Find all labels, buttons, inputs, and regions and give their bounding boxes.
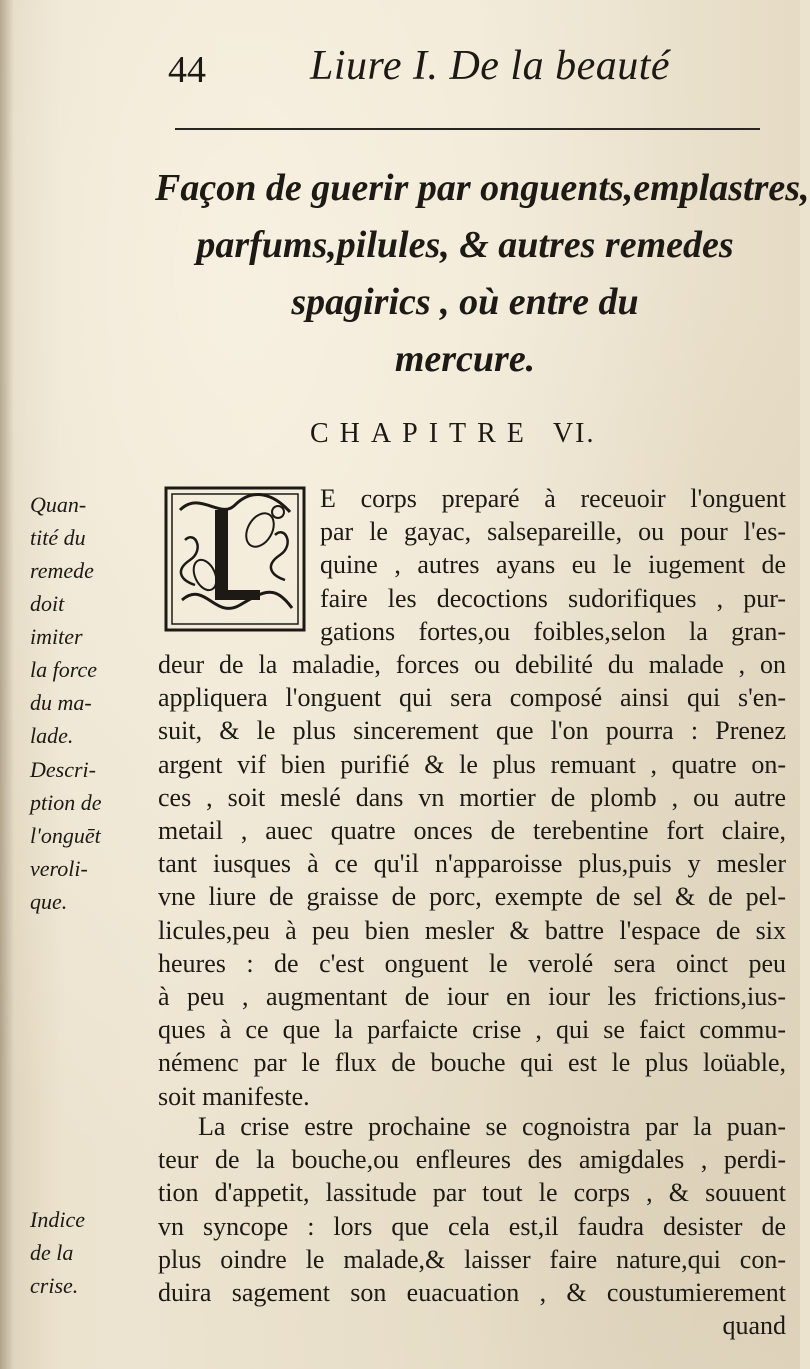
- text-line: ces , soit meslé dans vn mortier de plomb , ou autre: [158, 782, 786, 812]
- margin-note-description: [30, 753, 150, 918]
- running-head: [160, 38, 760, 98]
- body-paragraph-1: [158, 482, 786, 1113]
- margin-note-line: doit: [30, 591, 65, 616]
- page-gutter-shadow: [0, 0, 14, 1369]
- margin-note-line: Quan-: [30, 492, 87, 517]
- text-line: appliquera l'onguent qui sera composé ainsi qui s'en-: [158, 683, 786, 713]
- chapter-title: [155, 160, 810, 388]
- margin-note-line: lade.: [30, 723, 74, 748]
- text-line: suit, & le plus sincerement que l'on pourra : Prenez: [158, 716, 786, 746]
- text-line: metail , auec quatre onces de terebentine fort claire,: [158, 816, 786, 846]
- chapter-title-line: mercure.: [394, 338, 536, 380]
- text-line: quine , autres ayans eu le iugement de: [320, 550, 786, 580]
- margin-note-line: tité du: [30, 525, 86, 550]
- chapter-title-line: parfums,pilules, & autres remedes: [196, 224, 734, 266]
- text-line: par le gayac, salsepareille, ou pour l'es-: [320, 517, 786, 547]
- text-line: à peu , augmentant de iour en iour les frictions,ius-: [158, 982, 786, 1012]
- margin-note-line: Descri-: [30, 757, 96, 782]
- text-line: La crise estre prochaine se cognoistra par la puan-: [198, 1112, 786, 1141]
- text-line: E corps preparé à receuoir l'onguent: [320, 484, 786, 513]
- body-paragraph-2: [158, 1110, 786, 1342]
- text-line: némenc par le flux de bouche qui est le plus loüable,: [158, 1048, 786, 1078]
- text-line: tant iusques à ce qu'il n'apparoisse plus,puis y mesler: [158, 849, 786, 879]
- margin-note-line: imiter: [30, 624, 83, 649]
- margin-note-line: ption de: [30, 790, 102, 815]
- chapter-heading: [310, 418, 595, 450]
- margin-note-line: crise.: [30, 1273, 79, 1298]
- margin-note-line: du ma-: [30, 690, 92, 715]
- drop-cap-letter: L: [160, 465, 171, 484]
- text-line: plus oindre le malade,& laisser faire nature,qui con-: [158, 1244, 786, 1274]
- margin-note-line: Indice: [30, 1207, 85, 1232]
- text-line: licules,peu à peu bien mesler & battre l'espace de six: [158, 915, 786, 945]
- text-line: soit manifeste.: [158, 1081, 310, 1111]
- margin-note-line: que.: [30, 889, 68, 914]
- page-number: 44: [168, 49, 206, 91]
- chapter-title-line: Façon de guerir par onguents,emplastres,: [155, 167, 810, 209]
- margin-note-line: veroli-: [30, 856, 88, 881]
- margin-note-line: de la: [30, 1240, 74, 1265]
- text-line: duira sagement son euacuation , & coustumierement: [158, 1278, 786, 1308]
- margin-note-quantity: [30, 488, 150, 752]
- text-line: faire les decoctions sudorifiques , pur-: [320, 583, 786, 613]
- text-line: deur de la maladie, forces ou debilité du malade , on: [158, 650, 786, 680]
- header-rule: [175, 128, 760, 130]
- text-line: heures : de c'est onguent le verolé sera oinct peu: [158, 948, 786, 978]
- text-line: vn syncope : lors que cela est,il faudra desister de: [158, 1211, 786, 1241]
- chapter-number: VI.: [552, 418, 596, 449]
- text-line: tion d'appetit, lassitude par tout le corps , & souuent: [158, 1178, 786, 1208]
- chapter-label: CHAPITRE: [310, 418, 535, 449]
- chapter-title-line: spagirics , où entre du: [291, 281, 639, 323]
- margin-note-line: la force: [30, 657, 97, 682]
- margin-note-line: l'onguēt: [30, 823, 101, 848]
- margin-note-line: remede: [30, 558, 94, 583]
- text-line: argent vif bien purifié & le plus remuant , quatre on-: [158, 749, 786, 779]
- running-title: Liure I. De la beauté: [310, 43, 671, 89]
- catchword: quand: [722, 1311, 786, 1341]
- text-line: ques à ce que la parfaicte crise , qui se faict commu-: [158, 1015, 786, 1045]
- text-line: teur de la bouche,ou enfleures des amigdales , perdi-: [158, 1145, 786, 1175]
- text-line: gations fortes,ou foibles,selon la gran-: [320, 616, 786, 646]
- margin-note-crisis: [30, 1203, 150, 1302]
- text-line: vne liure de graisse de porc, exempte de sel & de pel-: [158, 882, 786, 912]
